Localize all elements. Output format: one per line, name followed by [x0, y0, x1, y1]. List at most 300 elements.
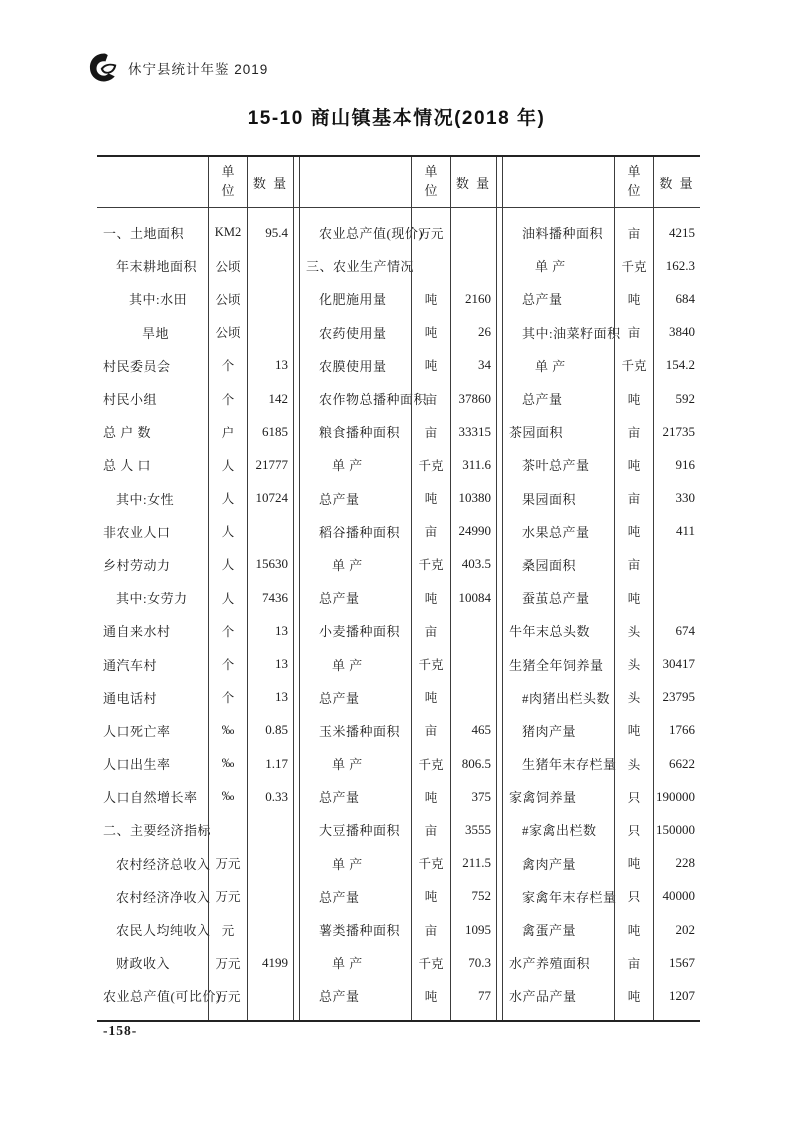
- unit-value: 吨: [411, 581, 451, 614]
- table-row: [97, 581, 294, 614]
- unit-value: 头: [614, 614, 654, 647]
- table-row: [97, 482, 294, 515]
- indicator-label: #家禽出栏数: [522, 823, 597, 839]
- group-body: [97, 216, 294, 1013]
- indicator-label: 其中:女性: [116, 491, 175, 507]
- indicator-label: 二、主要经济指标: [103, 823, 212, 839]
- table-row: [503, 614, 700, 647]
- indicator-label: 总产量: [522, 292, 563, 308]
- indicator-label: 单 产: [332, 657, 363, 673]
- unit-header-label: 单位: [424, 164, 438, 198]
- table-row: [503, 847, 700, 880]
- unit-value: KM2: [208, 216, 248, 249]
- unit-value: 千克: [411, 747, 451, 780]
- indicator-label: 其中:油菜籽面积: [522, 325, 621, 341]
- unit-value: 公顷: [208, 282, 248, 315]
- quantity-value: 1766: [669, 722, 695, 738]
- quantity-value: 40000: [662, 888, 695, 904]
- quantity-value: 77: [451, 979, 497, 1012]
- indicator-label: 年末耕地面积: [116, 259, 198, 275]
- unit-value: 千克: [411, 946, 451, 979]
- unit-value: 头: [614, 681, 654, 714]
- quantity-value: 162.3: [665, 257, 695, 273]
- spacer-row: [503, 207, 700, 216]
- group-body: [300, 216, 497, 1013]
- unit-value: 个: [208, 614, 248, 647]
- indicator-label: 家禽饲养量: [509, 790, 577, 806]
- unit-value: 个: [208, 382, 248, 415]
- quantity-value: 142: [248, 382, 294, 415]
- quantity-value: 0.85: [248, 714, 294, 747]
- unit-value: 公顷: [208, 249, 248, 282]
- table-row: [97, 880, 294, 913]
- unit-value: 亩: [614, 316, 654, 349]
- table-row: [300, 681, 497, 714]
- indicator-label: 农药使用量: [319, 325, 387, 341]
- unit-header-cell: [411, 157, 451, 207]
- table-row: [97, 647, 294, 680]
- indicator-label: 总产量: [319, 491, 360, 507]
- indicator-label: #肉猪出栏头数: [522, 690, 611, 706]
- table-row: [97, 847, 294, 880]
- indicator-label: 非农业人口: [103, 524, 171, 540]
- quantity-header-label: 数 量: [659, 175, 695, 191]
- table-row: [503, 515, 700, 548]
- indicator-label: 一、土地面积: [103, 226, 185, 242]
- table-row: [503, 780, 700, 813]
- table-row: [503, 581, 700, 614]
- table-row: [503, 813, 700, 846]
- indicator-label: 猪肉产量: [522, 723, 577, 739]
- quantity-value: 21777: [248, 448, 294, 481]
- table-row: [97, 548, 294, 581]
- indicator-label: 化肥施用量: [319, 292, 387, 308]
- unit-value: ‰: [208, 780, 248, 813]
- quantity-value: [451, 647, 497, 680]
- indicator-label: 其中:水田: [129, 292, 188, 308]
- table-row: [97, 681, 294, 714]
- table-row: [97, 515, 294, 548]
- unit-value: [411, 249, 451, 282]
- indicator-label: 乡村劳动力: [103, 557, 171, 573]
- quantity-value: 10724: [248, 482, 294, 515]
- unit-value: 吨: [411, 349, 451, 382]
- unit-value: 吨: [411, 282, 451, 315]
- quantity-value: 6185: [248, 415, 294, 448]
- group-header: [300, 157, 497, 207]
- table-row: [97, 747, 294, 780]
- unit-value: 公顷: [208, 316, 248, 349]
- indicator-label: 农村经济总收入: [116, 856, 211, 872]
- indicator-label: 单 产: [535, 259, 566, 275]
- unit-value: 吨: [411, 316, 451, 349]
- table-row: [503, 681, 700, 714]
- quantity-value: [451, 216, 497, 249]
- quantity-value: [248, 316, 294, 349]
- quantity-value: 3840: [669, 324, 695, 340]
- quantity-value: 10380: [451, 482, 497, 515]
- unit-value: 只: [614, 880, 654, 913]
- indicator-label: 总产量: [319, 690, 360, 706]
- quantity-value: 154.2: [665, 357, 695, 373]
- indicator-header-cell: [503, 157, 614, 207]
- unit-value: 亩: [411, 913, 451, 946]
- quantity-value: 13: [248, 647, 294, 680]
- quantity-value: 26: [451, 316, 497, 349]
- indicator-label: 总 户 数: [103, 425, 152, 441]
- table-row: [503, 647, 700, 680]
- indicator-header-cell: [97, 157, 208, 207]
- table-row: [300, 482, 497, 515]
- table-row: [97, 282, 294, 315]
- quantity-value: [248, 515, 294, 548]
- unit-value: 亩: [411, 515, 451, 548]
- unit-value: 万元: [208, 880, 248, 913]
- unit-value: 亩: [614, 548, 654, 581]
- indicator-label: 大豆播种面积: [319, 823, 401, 839]
- table-row: [503, 913, 700, 946]
- unit-value: 万元: [208, 847, 248, 880]
- indicator-label: 玉米播种面积: [319, 723, 401, 739]
- quantity-value: 34: [451, 349, 497, 382]
- quantity-value: 6622: [669, 755, 695, 771]
- indicator-label: 总产量: [319, 591, 360, 607]
- quantity-value: 150000: [656, 821, 695, 837]
- indicator-label: 禽肉产量: [522, 856, 577, 872]
- table-row: [503, 282, 700, 315]
- indicator-label: 农业总产值(可比价): [103, 989, 221, 1005]
- unit-value: ‰: [208, 747, 248, 780]
- group-header: [503, 157, 700, 207]
- quantity-value: 1.17: [248, 747, 294, 780]
- yearbook-title: 休宁县统计年鉴 2019: [128, 61, 269, 77]
- unit-value: 吨: [614, 581, 654, 614]
- table-row: [503, 548, 700, 581]
- quantity-value: 0.33: [248, 780, 294, 813]
- unit-value: 人: [208, 548, 248, 581]
- unit-value: 吨: [614, 515, 654, 548]
- quantity-value: 2160: [451, 282, 497, 315]
- table-row: [300, 647, 497, 680]
- indicator-label: 水果总产量: [522, 524, 590, 540]
- quantity-value: 13: [248, 614, 294, 647]
- unit-value: 吨: [411, 880, 451, 913]
- indicator-label: 粮食播种面积: [319, 425, 401, 441]
- indicator-header-cell: [300, 157, 411, 207]
- table-row: [97, 216, 294, 249]
- quantity-value: 403.5: [451, 548, 497, 581]
- table-row: [97, 780, 294, 813]
- indicator-label: 稻谷播种面积: [319, 524, 401, 540]
- indicator-label: 水产品产量: [509, 989, 577, 1005]
- unit-value: 千克: [411, 548, 451, 581]
- indicator-label: 单 产: [332, 856, 363, 872]
- table-row: [300, 316, 497, 349]
- unit-value: 亩: [411, 614, 451, 647]
- indicator-label: 单 产: [332, 458, 363, 474]
- table-group-3: [502, 157, 700, 1020]
- quantity-value: 411: [675, 523, 695, 539]
- table-row: [300, 415, 497, 448]
- unit-value: 人: [208, 448, 248, 481]
- table-row: [300, 448, 497, 481]
- unit-value: 吨: [411, 979, 451, 1012]
- spacer-row: [97, 1013, 294, 1020]
- indicator-label: 通自来水村: [103, 624, 171, 640]
- quantity-value: 70.3: [451, 946, 497, 979]
- unit-value: 吨: [614, 979, 654, 1012]
- indicator-label: 人口自然增长率: [103, 790, 198, 806]
- unit-value: 万元: [411, 216, 451, 249]
- table-row: [97, 316, 294, 349]
- unit-value: 吨: [411, 482, 451, 515]
- table-row: [97, 349, 294, 382]
- indicator-label: 总产量: [319, 790, 360, 806]
- unit-value: 亩: [411, 714, 451, 747]
- table-row: [97, 448, 294, 481]
- table-row: [97, 979, 294, 1012]
- table-row: [300, 382, 497, 415]
- table-row: [300, 515, 497, 548]
- unit-value: 亩: [411, 415, 451, 448]
- quantity-value: 202: [675, 921, 695, 937]
- quantity-value: [248, 847, 294, 880]
- quantity-value: 3555: [451, 813, 497, 846]
- quantity-value: 806.5: [451, 747, 497, 780]
- quantity-value: 7436: [248, 581, 294, 614]
- quantity-value: 23795: [662, 689, 695, 705]
- indicator-label: 家禽年末存栏量: [522, 889, 617, 905]
- unit-value: 千克: [411, 847, 451, 880]
- unit-header-label: 单位: [221, 164, 235, 198]
- table-row: [97, 913, 294, 946]
- table-row: [300, 880, 497, 913]
- spacer-row: [300, 1013, 497, 1020]
- table-row: [300, 847, 497, 880]
- group-body: [503, 216, 700, 1013]
- table-row: [503, 946, 700, 979]
- unit-value: 吨: [614, 714, 654, 747]
- indicator-label: 农作物总播种面积: [319, 392, 428, 408]
- table-row: [300, 780, 497, 813]
- table-row: [503, 448, 700, 481]
- indicator-label: 总产量: [522, 392, 563, 408]
- table-row: [300, 979, 497, 1012]
- table-row: [300, 548, 497, 581]
- table-row: [300, 747, 497, 780]
- statistics-table: [97, 155, 700, 1022]
- spacer-row: [97, 207, 294, 216]
- unit-value: ‰: [208, 714, 248, 747]
- unit-value: 千克: [614, 349, 654, 382]
- indicator-label: 单 产: [332, 956, 363, 972]
- quantity-value: [248, 813, 294, 846]
- indicator-label: 单 产: [332, 557, 363, 573]
- quantity-value: [248, 979, 294, 1012]
- unit-value: 人: [208, 515, 248, 548]
- quantity-value: [451, 681, 497, 714]
- table-row: [97, 946, 294, 979]
- quantity-value: 30417: [662, 656, 695, 672]
- unit-value: 千克: [411, 647, 451, 680]
- indicator-label: 单 产: [332, 757, 363, 773]
- quantity-value: 916: [675, 456, 695, 472]
- indicator-label: 旱地: [142, 325, 170, 341]
- spacer-row: [503, 1013, 700, 1020]
- spacer-row: [300, 207, 497, 216]
- table-row: [300, 913, 497, 946]
- unit-value: 吨: [614, 282, 654, 315]
- indicator-label: 总 人 口: [103, 458, 152, 474]
- quantity-value: 311.6: [451, 448, 497, 481]
- indicator-label: 水产养殖面积: [509, 956, 591, 972]
- quantity-value: 15630: [248, 548, 294, 581]
- quantity-value: 684: [675, 290, 695, 306]
- unit-value: 头: [614, 647, 654, 680]
- table-row: [300, 249, 497, 282]
- unit-value: 吨: [614, 382, 654, 415]
- indicator-label: 农村经济净收入: [116, 889, 211, 905]
- unit-value: 吨: [411, 681, 451, 714]
- indicator-label: 果园面积: [522, 491, 577, 507]
- indicator-label: 薯类播种面积: [319, 923, 401, 939]
- unit-value: 万元: [208, 946, 248, 979]
- unit-value: 户: [208, 415, 248, 448]
- quantity-value: 1567: [669, 954, 695, 970]
- quantity-value: 330: [675, 490, 695, 506]
- table-row: [97, 614, 294, 647]
- unit-value: 吨: [614, 913, 654, 946]
- table-row: [300, 581, 497, 614]
- quantity-value: 592: [675, 390, 695, 406]
- quantity-value: 375: [451, 780, 497, 813]
- unit-value: 亩: [614, 216, 654, 249]
- table-group-2: [299, 157, 497, 1020]
- quantity-header-label: 数 量: [248, 157, 294, 207]
- quantity-value: [451, 614, 497, 647]
- indicator-label: 通电话村: [103, 690, 158, 706]
- indicator-label: 其中:女劳力: [116, 591, 188, 607]
- table-row: [503, 249, 700, 282]
- unit-value: 吨: [411, 780, 451, 813]
- table-row: [300, 216, 497, 249]
- indicator-label: 三、农业生产情况: [306, 259, 415, 275]
- unit-value: 千克: [411, 448, 451, 481]
- group-header: [97, 157, 294, 207]
- quantity-value: 13: [248, 349, 294, 382]
- yearbook-logo-icon: [88, 52, 119, 83]
- unit-value: 人: [208, 581, 248, 614]
- unit-value: 个: [208, 647, 248, 680]
- unit-value: 亩: [614, 482, 654, 515]
- unit-value: 个: [208, 349, 248, 382]
- table-row: [97, 415, 294, 448]
- table-row: [300, 349, 497, 382]
- indicator-label: 小麦播种面积: [319, 624, 401, 640]
- unit-value: 万元: [208, 979, 248, 1012]
- unit-value: 亩: [614, 415, 654, 448]
- table-row: [503, 482, 700, 515]
- table-row: [503, 747, 700, 780]
- indicator-label: 油料播种面积: [522, 226, 604, 242]
- quantity-value: [654, 581, 700, 614]
- quantity-value: 465: [451, 714, 497, 747]
- indicator-label: 蚕茧总产量: [522, 591, 590, 607]
- unit-header-label: 单位: [627, 164, 641, 198]
- quantity-value: [248, 913, 294, 946]
- table-row: [503, 415, 700, 448]
- unit-value: 人: [208, 482, 248, 515]
- table-row: [300, 946, 497, 979]
- quantity-value: 752: [451, 880, 497, 913]
- quantity-value: 33315: [451, 415, 497, 448]
- unit-value: 千克: [614, 249, 654, 282]
- unit-value: 只: [614, 813, 654, 846]
- indicator-label: 人口出生率: [103, 757, 171, 773]
- table-title: 15-10 商山镇基本情况(2018 年): [247, 107, 546, 129]
- table-row: [300, 813, 497, 846]
- quantity-value: [451, 249, 497, 282]
- table-row: [97, 813, 294, 846]
- quantity-value: 190000: [656, 788, 695, 804]
- indicator-label: 生猪全年饲养量: [509, 657, 604, 673]
- table-row: [97, 382, 294, 415]
- unit-value: [208, 813, 248, 846]
- indicator-label: 通汽车村: [103, 657, 158, 673]
- unit-value: 亩: [411, 813, 451, 846]
- table-row: [503, 714, 700, 747]
- table-row: [503, 979, 700, 1012]
- unit-value: 头: [614, 747, 654, 780]
- table-row: [97, 249, 294, 282]
- indicator-label: 茶叶总产量: [522, 458, 590, 474]
- unit-value: 吨: [614, 448, 654, 481]
- indicator-label: 总产量: [319, 889, 360, 905]
- indicator-label: 农膜使用量: [319, 358, 387, 374]
- table-row: [97, 714, 294, 747]
- unit-value: 元: [208, 913, 248, 946]
- page-number: -158-: [103, 1023, 138, 1038]
- quantity-value: [654, 548, 700, 581]
- quantity-value: 13: [248, 681, 294, 714]
- brand-header: [88, 52, 268, 83]
- quantity-value: 674: [675, 622, 695, 638]
- indicator-label: 茶园面积: [509, 425, 564, 441]
- quantity-header-label: 数 量: [451, 157, 497, 207]
- quantity-value: 4215: [669, 224, 695, 240]
- quantity-value: 24990: [451, 515, 497, 548]
- indicator-label: 村民小组: [103, 392, 158, 408]
- indicator-label: 人口死亡率: [103, 723, 171, 739]
- table-row: [300, 282, 497, 315]
- indicator-label: 桑园面积: [522, 557, 577, 573]
- quantity-value: 1095: [451, 913, 497, 946]
- quantity-value: 1207: [669, 987, 695, 1003]
- indicator-label: 牛年末总头数: [509, 624, 591, 640]
- table-row: [503, 382, 700, 415]
- table-row: [503, 880, 700, 913]
- indicator-label: 单 产: [535, 358, 566, 374]
- unit-value: 吨: [614, 847, 654, 880]
- table-row: [503, 349, 700, 382]
- unit-header-cell: [614, 157, 654, 207]
- indicator-label: 禽蛋产量: [522, 923, 577, 939]
- quantity-value: 21735: [662, 423, 695, 439]
- quantity-value: 37860: [451, 382, 497, 415]
- indicator-label: 农民人均纯收入: [116, 923, 211, 939]
- table-row: [503, 216, 700, 249]
- unit-header-cell: [208, 157, 248, 207]
